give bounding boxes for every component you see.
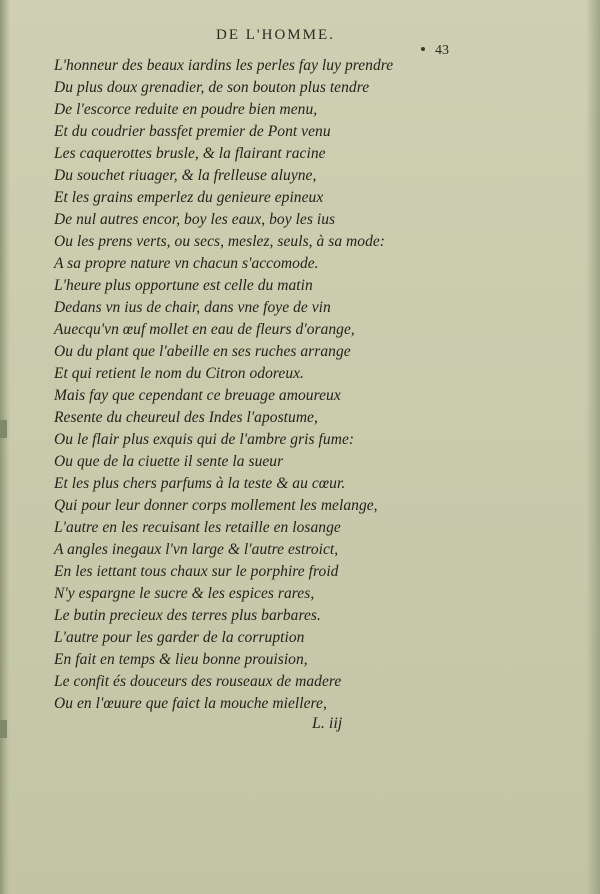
- verse-line: L'heure plus opportune est celle du matin: [54, 277, 313, 294]
- verse-line: Du souchet riuager, & la frelleuse aluyne,: [54, 167, 317, 184]
- signature-mark: L. iij: [312, 715, 343, 732]
- verse-line: Auecqu'vn œuf mollet en eau de fleurs d'orange,: [54, 321, 355, 338]
- verse-line: Ou les prens verts, ou secs, meslez, seuls, à sa mode:: [54, 233, 386, 250]
- verse-line: Dedans vn ius de chair, dans vne foye de vin: [54, 299, 331, 316]
- verse-line: Le confit és douceurs des rouseaux de madere: [54, 673, 342, 690]
- verse-line: Et les grains emperlez du genieure epineux: [54, 189, 324, 206]
- verse-line: En fait en temps & lieu bonne prouision,: [54, 651, 308, 668]
- running-head: DE L'HOMME.: [216, 27, 335, 43]
- verse-line: Du plus doux grenadier, de son bouton plus tendre: [54, 79, 370, 96]
- verse-line: A angles inegaux l'vn large & l'autre estroict,: [54, 541, 339, 558]
- verse-line: A sa propre nature vn chacun s'accomode.: [54, 255, 319, 272]
- verse-line: Ou du plant que l'abeille en ses ruches arrange: [54, 343, 351, 360]
- verse-line: Ou le flair plus exquis qui de l'ambre gris fume:: [54, 431, 355, 448]
- verse-line: Et les plus chers parfums à la teste & au cœur.: [54, 475, 346, 492]
- verse-text: [54, 55, 434, 715]
- verse-line: Qui pour leur donner corps mollement les melange,: [54, 497, 378, 514]
- verse-line: L'autre pour les garder de la corruption: [54, 629, 305, 646]
- verse-line: En les iettant tous chaux sur le porphire froid: [54, 563, 339, 580]
- verse-line: L'autre en les recuisant les retaille en losange: [54, 519, 341, 536]
- verse-line: Ou que de la ciuette il sente la sueur: [54, 453, 284, 470]
- verse-line: Resente du cheureul des Indes l'apostume,: [54, 409, 318, 426]
- verse-line: Et du coudrier bassfet premier de Pont venu: [54, 123, 331, 140]
- verse-line: Ou en l'œuure que faict la mouche miellere,: [54, 695, 327, 712]
- verse-line: N'y espargne le sucre & les espices rares,: [54, 585, 315, 602]
- margin-mark: [0, 420, 7, 438]
- verse-line: Les caquerottes brusle, & la flairant racine: [54, 145, 326, 162]
- verse-line: Le butin precieux des terres plus barbares.: [54, 607, 321, 624]
- verse-line: L'honneur des beaux iardins les perles fay luy prendre: [54, 57, 394, 74]
- verse-line: De nul autres encor, boy les eaux, boy les ius: [54, 211, 336, 228]
- page-number: 43: [435, 43, 449, 58]
- folio-dot: [421, 47, 425, 51]
- verse-line: Mais fay que cependant ce breuage amoureux: [54, 387, 341, 404]
- verse-line: Et qui retient le nom du Citron odoreux.: [54, 365, 304, 382]
- verse-line: De l'escorce reduite en poudre bien menu,: [54, 101, 318, 118]
- margin-mark: [0, 720, 7, 738]
